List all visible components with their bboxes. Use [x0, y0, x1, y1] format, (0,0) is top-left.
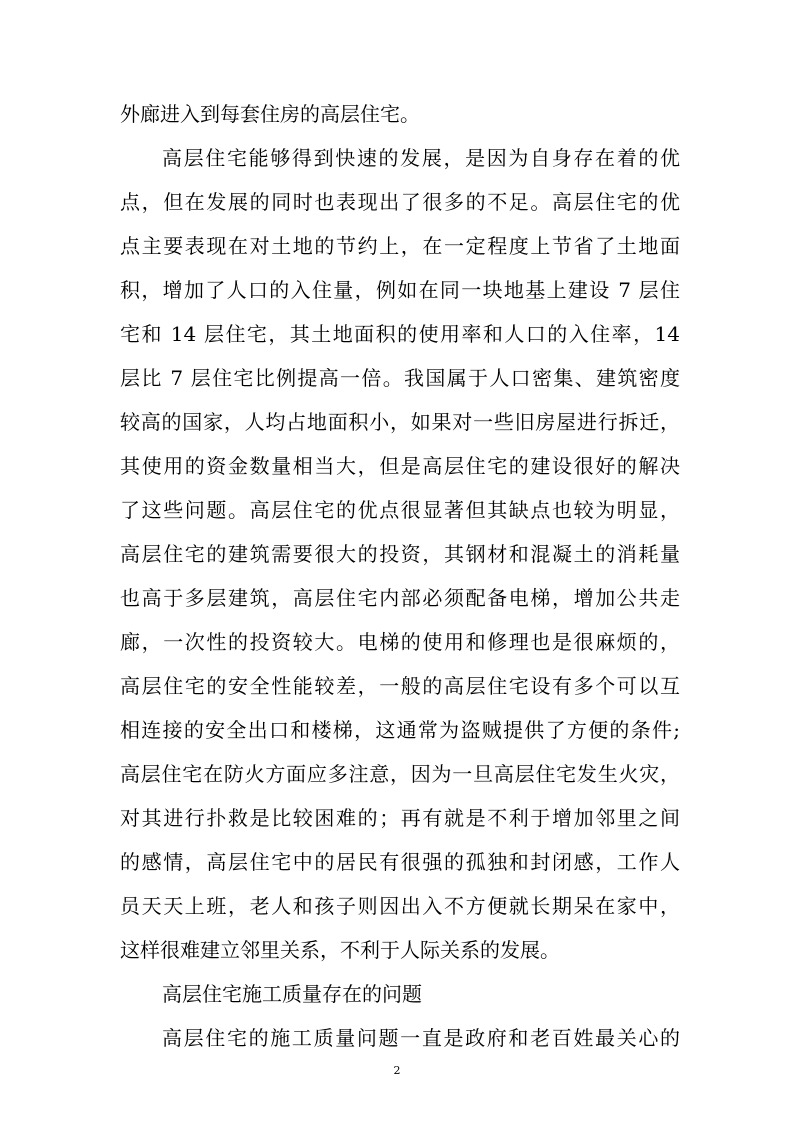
text-line-1: 外廊进入到每套住房的高层住宅。: [120, 102, 420, 126]
text-line-11: 高层住宅的建筑需要很大的投资，其钢材和混凝土的消耗量: [120, 542, 680, 566]
text-line-15: 相连接的安全出口和楼梯，这通常为盗贼提供了方便的条件;: [120, 718, 680, 742]
text-line-16: 高层住宅在防火方面应多注意，因为一旦高层住宅发生火灾，: [120, 762, 680, 786]
text-line-19: 员天天上班，老人和孩子则因出入不方便就长期呆在家中，: [120, 894, 680, 918]
text-line-2: 高层住宅能够得到快速的发展，是因为自身存在着的优: [162, 146, 680, 170]
text-line-13: 廊，一次性的投资较大。电梯的使用和修理也是很麻烦的，: [120, 630, 680, 654]
text-line-22: 高层住宅的施工质量问题一直是政府和老百姓最关心的: [162, 1026, 680, 1050]
text-line-4: 点主要表现在对土地的节约上，在一定程度上节省了土地面: [120, 234, 680, 258]
text-line-18: 的感情，高层住宅中的居民有很强的孤独和封闭感，工作人: [120, 850, 680, 874]
text-line-9: 其使用的资金数量相当大，但是高层住宅的建设很好的解决: [120, 454, 680, 478]
text-line-17: 对其进行扑救是比较困难的；再有就是不利于增加邻里之间: [120, 806, 680, 830]
text-line-5: 积，增加了人口的入住量，例如在同一块地基上建设 7 层住: [120, 278, 680, 302]
page-number: 2: [393, 1064, 401, 1077]
text-line-20: 这样很难建立邻里关系，不利于人际关系的发展。: [120, 938, 560, 962]
text-line-6: 宅和 14 层住宅，其土地面积的使用率和人口的入住率，14: [120, 322, 680, 346]
text-line-3: 点，但在发展的同时也表现出了很多的不足。高层住宅的优: [120, 190, 680, 214]
text-line-10: 了这些问题。高层住宅的优点很显著但其缺点也较为明显，: [120, 498, 680, 522]
text-line-12: 也高于多层建筑，高层住宅内部必须配备电梯，增加公共走: [120, 586, 680, 610]
text-line-8: 较高的国家，人均占地面积小，如果对一些旧房屋进行拆迁，: [120, 410, 680, 434]
text-line-14: 高层住宅的安全性能较差，一般的高层住宅设有多个可以互: [120, 674, 680, 698]
section-heading: 高层住宅施工质量存在的问题: [162, 982, 422, 1006]
text-line-7: 层比 7 层住宅比例提高一倍。我国属于人口密集、建筑密度: [120, 366, 680, 390]
